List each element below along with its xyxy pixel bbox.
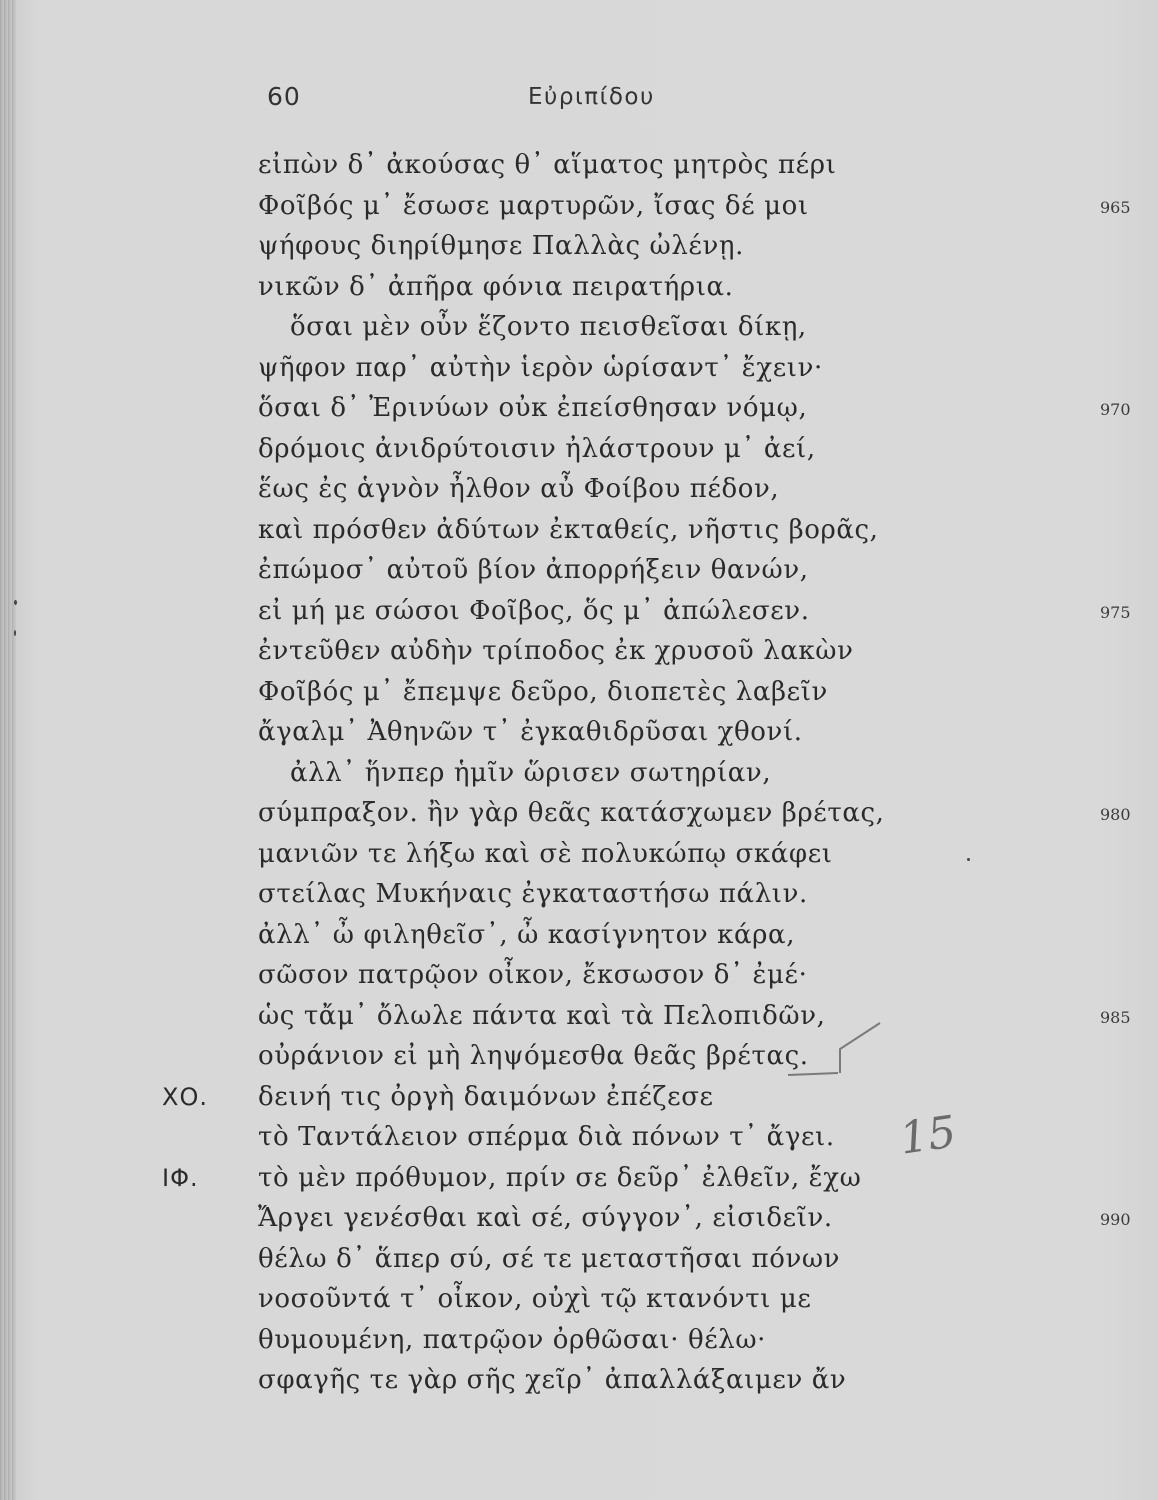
- verse-text: σῶσον πατρῷον οἶκον, ἔκσωσον δ᾽ ἐμέ·: [258, 960, 808, 990]
- verse-text: νικῶν δ᾽ ἀπῆρα φόνια πειρατήρια.: [258, 271, 734, 302]
- verse-text: ἐντεῦθεν αὐδὴν τρίποδος ἐκ χρυσοῦ λακὼν: [258, 636, 854, 666]
- verse-text: δρόμοις ἀνιδρύτοισιν ἠλάστρουν μ᾽ ἀεί,: [258, 433, 816, 464]
- verse-text-block: [0, 145, 1158, 1401]
- paper-speck: [14, 600, 17, 605]
- verse-text: ὡς τἄμ᾽ ὄλωλε πάντα καὶ τὰ Πελοπιδῶν,: [258, 1000, 826, 1031]
- verse-text: Ἄργει γενέσθαι καὶ σέ, σύγγον᾽, εἰσιδεῖν.: [258, 1203, 833, 1233]
- line-number: 990: [1100, 1210, 1131, 1229]
- verse-line: [0, 348, 1158, 389]
- verse-line: [0, 186, 1158, 227]
- line-number: 965: [1100, 197, 1131, 217]
- verse-text: ψήφους διηρίθμησε Παλλὰς ὠλένῃ.: [258, 231, 744, 261]
- verse-line: [0, 631, 1158, 672]
- verse-line: [0, 1077, 1158, 1118]
- verse-line: [0, 307, 1158, 348]
- verse-text: τὸ Ταντάλειον σπέρμα διὰ πόνων τ᾽ ἄγει.: [258, 1122, 835, 1152]
- verse-text: μανιῶν τε λήξω καὶ σὲ πολυκώπῳ σκάφει: [258, 838, 833, 869]
- line-number: 980: [1100, 805, 1131, 824]
- verse-text: θέλω δ᾽ ἅπερ σύ, σέ τε μεταστῆσαι πόνων: [258, 1243, 841, 1274]
- verse-text: τὸ μὲν πρόθυμον, πρίν σε δεῦρ᾽ ἐλθεῖν, ἔχω: [258, 1162, 862, 1193]
- line-number: 970: [1100, 400, 1131, 419]
- verse-text: εἰ μή με σώσοι Φοῖβος, ὅς μ᾽ ἀπώλεσεν.: [258, 595, 810, 626]
- verse-text: οὐράνιον εἰ μὴ ληψόμεσθα θεᾶς βρέτας.: [258, 1041, 809, 1071]
- paper-speck: [14, 630, 16, 636]
- verse-text: καὶ πρόσθεν ἀδύτων ἐκταθείς, νῆστις βορᾶς,: [258, 514, 879, 545]
- verse-text: Φοῖβός μ᾽ ἔπεμψε δεῦρο, διοπετὲς λαβεῖν: [258, 676, 828, 707]
- line-number: 985: [1100, 1007, 1131, 1027]
- verse-text: σύμπραξον. ἢν γὰρ θεᾶς κατάσχωμεν βρέτας,: [258, 798, 885, 828]
- verse-line: [0, 145, 1158, 186]
- verse-line: [0, 267, 1158, 308]
- verse-text: ἄγαλμ᾽ Ἀθηνῶν τ᾽ ἐγκαθιδρῦσαι χθονί.: [258, 717, 803, 747]
- line-number: 975: [1100, 602, 1131, 622]
- verse-line: [0, 1239, 1158, 1280]
- verse-line: [0, 955, 1158, 996]
- verse-line: [0, 874, 1158, 915]
- verse-line: [0, 510, 1158, 551]
- verse-line: [0, 429, 1158, 470]
- verse-line: [0, 996, 1158, 1037]
- verse-line: [0, 753, 1158, 794]
- verse-line: [0, 1158, 1158, 1199]
- verse-line: [0, 1360, 1158, 1401]
- verse-line: [0, 469, 1158, 510]
- verse-line: [0, 672, 1158, 713]
- paper-speck: [967, 858, 970, 861]
- verse-text: νοσοῦντά τ᾽ οἶκον, οὐχὶ τῷ κτανόντι με: [258, 1284, 812, 1314]
- verse-text: ὅσαι δ᾽ Ἐρινύων οὐκ ἐπείσθησαν νόμῳ,: [258, 393, 808, 423]
- running-head: Εὐριπίδου: [528, 84, 655, 110]
- verse-line: [0, 712, 1158, 753]
- verse-text: ὅσαι μὲν οὖν ἕζοντο πεισθεῖσαι δίκῃ,: [290, 312, 807, 342]
- pencil-bracket-mark: [780, 1015, 890, 1085]
- verse-line: [0, 1117, 1158, 1158]
- margin-pencil-number: 15: [896, 1106, 960, 1165]
- verse-line: [0, 550, 1158, 591]
- verse-line: [0, 226, 1158, 267]
- verse-line: [0, 834, 1158, 875]
- verse-text: ἐπώμοσ᾽ αὐτοῦ βίον ἀπορρήξειν θανών,: [258, 555, 809, 585]
- verse-line: [0, 915, 1158, 956]
- verse-line: [0, 1198, 1158, 1239]
- verse-text: στείλας Μυκήναις ἐγκαταστήσω πάλιν.: [258, 879, 808, 909]
- verse-line: [0, 1320, 1158, 1361]
- verse-text: εἰπὼν δ᾽ ἀκούσας θ᾽ αἵματος μητρὸς πέρι: [258, 150, 837, 180]
- verse-text: ἀλλ᾽ ὦ φιληθεῖσ᾽, ὦ κασίγνητον κάρα,: [258, 919, 796, 950]
- page-number: 60: [267, 82, 301, 111]
- verse-line: [0, 388, 1158, 429]
- verse-text: ἕως ἐς ἁγνὸν ἦλθον αὖ Φοίβου πέδον,: [258, 474, 780, 504]
- verse-line: [0, 591, 1158, 632]
- verse-text: ψῆφον παρ᾽ αὐτὴν ἱερὸν ὡρίσαντ᾽ ἔχειν·: [258, 352, 823, 383]
- speaker-label: ΧΟ.: [162, 1082, 208, 1111]
- verse-line: [0, 1036, 1158, 1077]
- verse-text: θυμουμένη, πατρῷον ὀρθῶσαι· θέλω·: [258, 1324, 767, 1355]
- verse-text: δεινή τις ὀργὴ δαιμόνων ἐπέζεσε: [258, 1081, 714, 1112]
- speaker-label: ΙΦ.: [162, 1163, 199, 1192]
- verse-text: Φοῖβός μ᾽ ἔσωσε μαρτυρῶν, ἴσας δέ μοι: [258, 190, 809, 221]
- verse-line: [0, 793, 1158, 834]
- verse-text: ἀλλ᾽ ἥνπερ ἡμῖν ὥρισεν σωτηρίαν,: [290, 757, 772, 788]
- verse-line: [0, 1279, 1158, 1320]
- verse-text: σφαγῆς τε γὰρ σῆς χεῖρ᾽ ἀπαλλάξαιμεν ἄν: [258, 1365, 847, 1395]
